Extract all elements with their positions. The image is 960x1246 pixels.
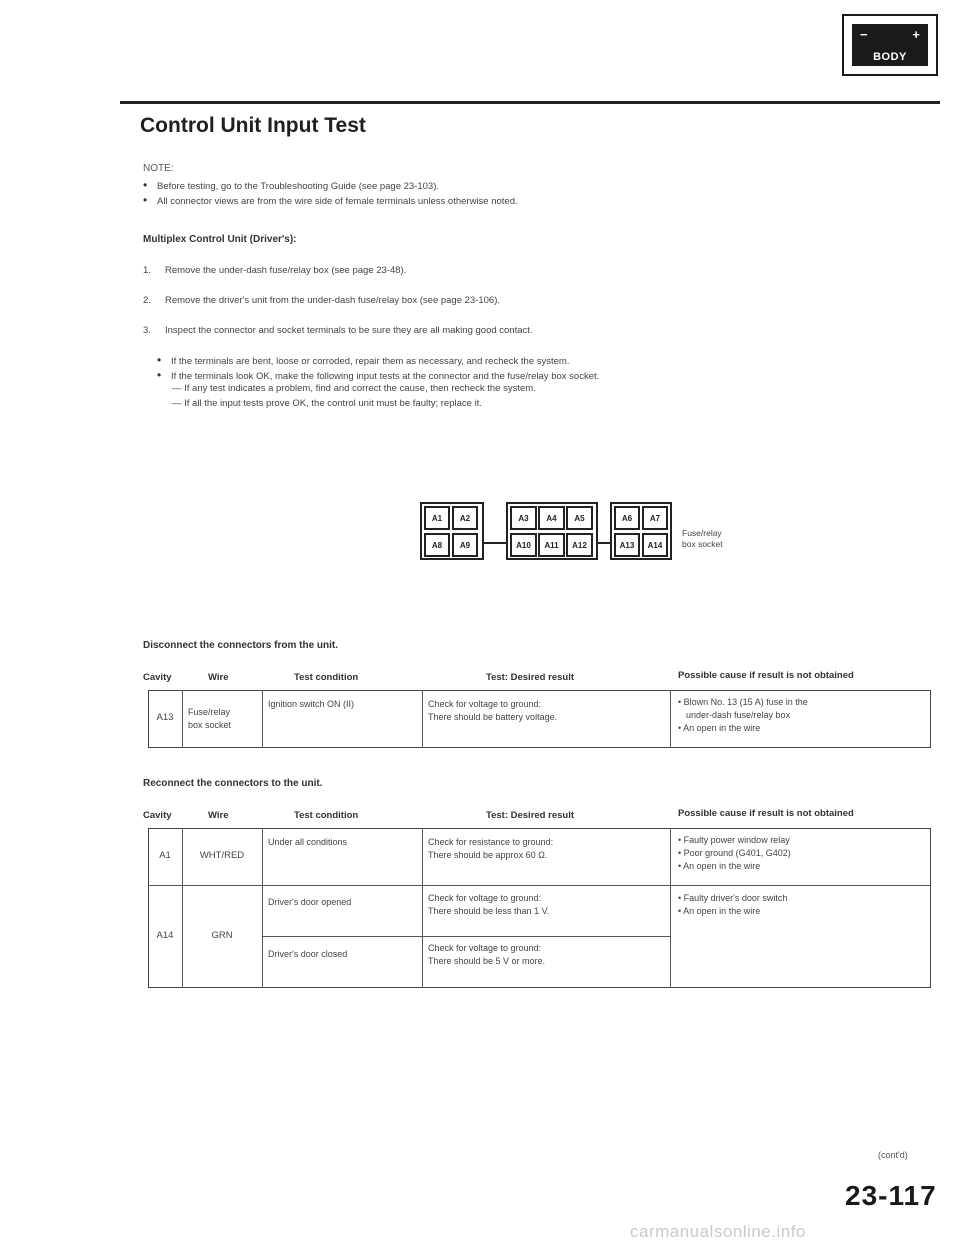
procedure-step <box>143 265 406 276</box>
col-head-wire: Wire <box>208 810 229 821</box>
pin-a3: A3 <box>510 506 537 530</box>
col-head-result: Test: Desired result <box>486 810 574 821</box>
cause-line: • Blown No. 13 (15 A) fuse in the <box>678 697 808 707</box>
table2-cavity: A14 <box>156 930 174 941</box>
battery-minus-terminal: − <box>860 27 868 42</box>
table1-divider <box>262 690 263 748</box>
pin-a5: A5 <box>566 506 593 530</box>
pin-a6: A6 <box>614 506 640 530</box>
pin-a4: A4 <box>538 506 565 530</box>
table2-condition: Driver's door opened <box>268 897 352 907</box>
table2-subrow-divider <box>262 936 670 937</box>
col-head-cause: Possible cause if result is not obtained <box>678 808 854 819</box>
cause-line: • Poor ground (G401, G402) <box>678 848 791 858</box>
result-line: There should be approx 60 Ω. <box>428 850 548 860</box>
table1-wire <box>188 706 231 732</box>
cause-line: • Faulty driver's door switch <box>678 893 788 903</box>
continued-note: (cont'd) <box>878 1150 908 1160</box>
pin-a14: A14 <box>642 533 668 557</box>
step-number: 2. <box>143 295 151 306</box>
col-head-condition: Test condition <box>294 672 359 683</box>
col-head-wire: Wire <box>208 672 229 683</box>
table2-wire: WHT/RED <box>199 850 245 861</box>
table2-heading: Reconnect the connectors to the unit. <box>143 778 323 789</box>
page-number: 23-117 <box>845 1180 937 1211</box>
pin-a8: A8 <box>424 533 450 557</box>
step-text: Remove the under-dash fuse/relay box (see page 23-48). <box>165 265 407 276</box>
table2-cause <box>678 892 787 918</box>
result-line: Check for resistance to ground: <box>428 837 554 847</box>
cause-line: • Faulty power window relay <box>678 835 790 845</box>
procedure-bullet: • If the terminals are bent, loose or corroded, repair them as necessary, and recheck the system. <box>157 353 570 367</box>
table2-divider <box>670 828 671 988</box>
table2-condition: Under all conditions <box>268 837 348 847</box>
connector-link <box>482 542 508 544</box>
table1-condition: Ignition switch ON (II) <box>268 699 355 709</box>
table1-cause <box>678 696 808 735</box>
note-label: NOTE: <box>143 163 174 174</box>
table2-result <box>428 836 553 862</box>
step-number: 1. <box>143 265 151 276</box>
table1-divider <box>422 690 423 748</box>
wire-line: box socket <box>188 720 232 730</box>
table2-divider <box>422 828 423 988</box>
pin-a13: A13 <box>614 533 640 557</box>
col-head-cause: Possible cause if result is not obtained <box>678 670 854 681</box>
result-line: Check for voltage to ground: <box>428 943 542 953</box>
caption-line: box socket <box>682 539 723 549</box>
pin-a7: A7 <box>642 506 668 530</box>
header-rule <box>120 101 940 104</box>
col-head-result: Test: Desired result <box>486 672 574 683</box>
page-title: Control Unit Input Test <box>140 114 366 137</box>
table1-divider <box>182 690 183 748</box>
table1-result <box>428 698 557 724</box>
table1-heading: Disconnect the connectors from the unit. <box>143 640 339 651</box>
pin-a1: A1 <box>424 506 450 530</box>
procedure-dash: — If all the input tests prove OK, the control unit must be faulty; replace it. <box>172 398 482 409</box>
cause-line: • An open in the wire <box>678 861 761 871</box>
battery-plus-terminal: + <box>912 27 920 42</box>
cause-line: • An open in the wire <box>678 906 761 916</box>
table2-wire: GRN <box>211 930 233 941</box>
procedure-dash: — If any test indicates a problem, find and correct the cause, then recheck the system. <box>172 383 536 394</box>
step-number: 3. <box>143 325 151 336</box>
note-item: • All connector views are from the wire side of female terminals unless otherwise noted. <box>143 193 518 207</box>
col-head-cavity: Cavity <box>143 672 172 683</box>
pin-a10: A10 <box>510 533 537 557</box>
table2-result <box>428 892 549 918</box>
connector-diagram <box>420 502 672 564</box>
connector-caption <box>682 528 762 550</box>
table1-cavity: A13 <box>156 712 174 723</box>
body-section-icon <box>842 14 938 76</box>
pin-a9: A9 <box>452 533 478 557</box>
procedure-step <box>143 325 533 336</box>
result-line: There should be battery voltage. <box>428 712 558 722</box>
cause-line: under-dash fuse/relay box <box>686 710 791 720</box>
cause-line: • An open in the wire <box>678 723 761 733</box>
pin-a11: A11 <box>538 533 565 557</box>
procedure-bullet: • If the terminals look OK, make the following input tests at the connector and the fuse/relay box socket. <box>157 368 599 382</box>
col-head-condition: Test condition <box>294 810 359 821</box>
table1-divider <box>670 690 671 748</box>
table2-condition: Driver's door closed <box>268 949 348 959</box>
result-line: Check for voltage to ground: <box>428 893 542 903</box>
table2-divider <box>262 828 263 988</box>
col-head-cavity: Cavity <box>143 810 172 821</box>
step-text: Inspect the connector and socket terminals to be sure they are all making good contact. <box>165 325 533 336</box>
caption-line: Fuse/relay <box>682 528 722 538</box>
pin-a12: A12 <box>566 533 593 557</box>
result-line: Check for voltage to ground: <box>428 699 542 709</box>
table2-cavity: A1 <box>159 850 171 861</box>
battery-icon <box>852 24 928 66</box>
result-line: There should be 5 V or more. <box>428 956 546 966</box>
procedure-step <box>143 295 500 306</box>
procedure-heading: Multiplex Control Unit (Driver's): <box>143 234 297 245</box>
watermark: carmanualsonline.info <box>630 1222 806 1241</box>
body-section-label: BODY <box>873 51 907 63</box>
table2-cause <box>678 834 791 873</box>
table2-result <box>428 942 545 968</box>
step-text: Remove the driver's unit from the under-dash fuse/relay box (see page 23-106). <box>165 295 501 306</box>
pin-a2: A2 <box>452 506 478 530</box>
note-item: • Before testing, go to the Troubleshooting Guide (see page 23-103). <box>143 178 439 192</box>
wire-line: Fuse/relay <box>188 707 231 717</box>
table2-row-divider <box>148 885 931 886</box>
result-line: There should be less than 1 V. <box>428 906 550 916</box>
